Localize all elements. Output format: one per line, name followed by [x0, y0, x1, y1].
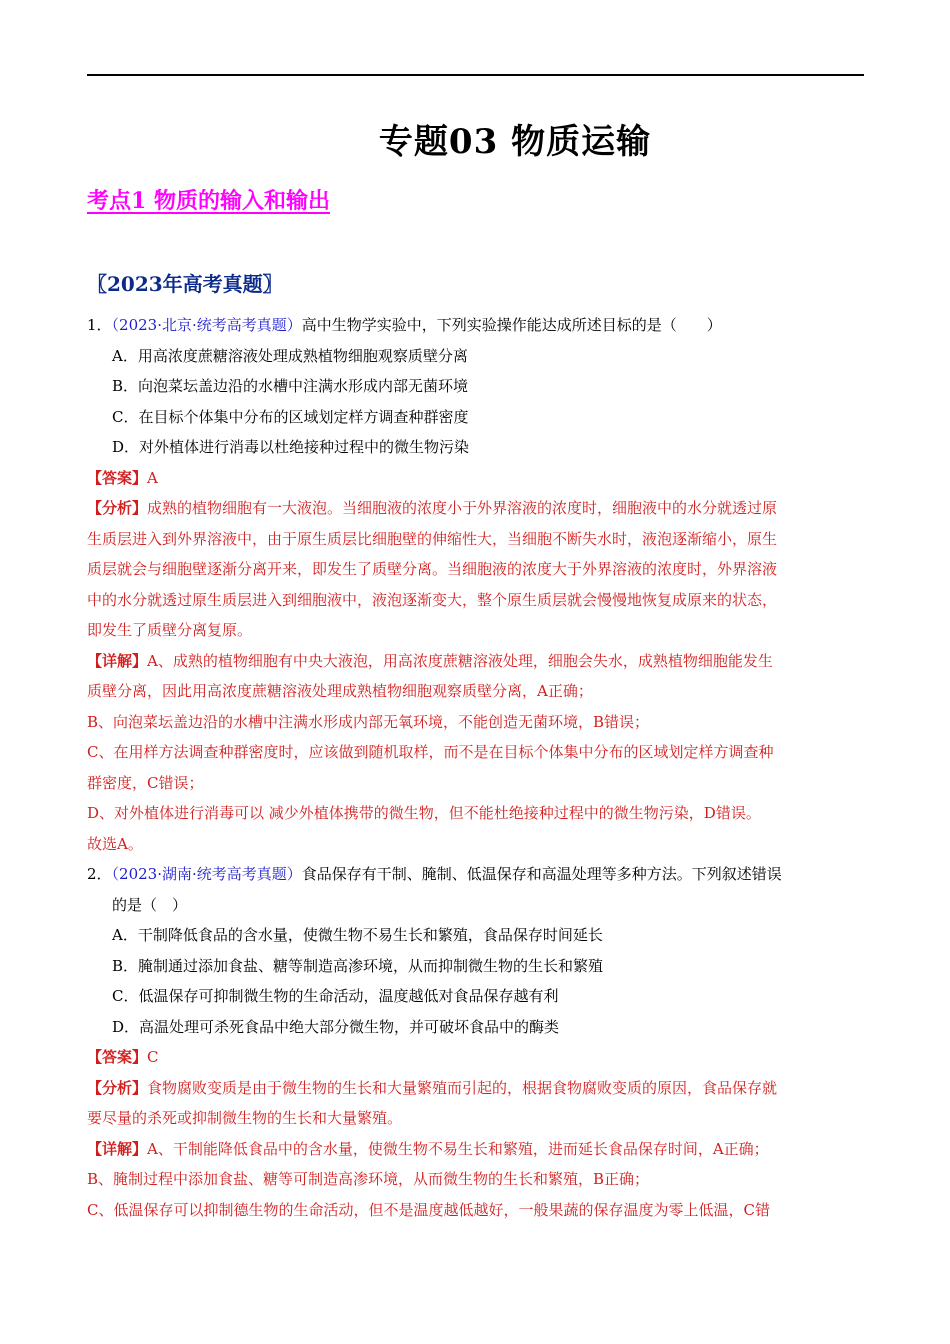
analysis-line: 中的水分就透过原生质层进入到细胞液中，液泡逐渐变大，整个原生质层就会慢慢地恢复成原来的状态， — [87, 590, 778, 609]
detail-line: 故选A。 — [87, 834, 143, 853]
analysis-text: 食物腐败变质是由于微生物的生长和大量繁殖而引起的，根据食物腐败变质的原因，食品保存就 — [147, 1078, 778, 1097]
answer-tag: 【答案】 — [87, 468, 148, 487]
analysis-line: 要尽量的杀死或抑制微生物的生长和大量繁殖。 — [87, 1109, 403, 1127]
analysis-line — [87, 493, 863, 524]
answer-value: C — [147, 1048, 159, 1066]
page-title: 专题03 物质运输 — [378, 122, 652, 162]
detail-tag: 【详解】 — [87, 651, 148, 670]
question-option: C．低温保存可抑制微生物的生命活动，温度越低对食品保存越有利 — [112, 987, 559, 1005]
detail-line: D、对外植体进行消毒可以 减少外植体携带的微生物，但不能杜绝接种过程中的微生物污染，D错误。 — [87, 804, 761, 822]
question-option: C．在目标个体集中分布的区域划定样方调查种群密度 — [112, 407, 469, 426]
question-option: D．高温处理可杀死食品中绝大部分微生物，并可破坏食品中的酶类 — [112, 1017, 560, 1036]
question-number: 1． — [87, 316, 112, 334]
answer-line — [87, 1042, 863, 1073]
detail-line: C、低温保存可以抑制德生物的生命活动，但不是温度越低越好，一般果蔬的保存温度为零上低温，C错 — [87, 1200, 770, 1219]
question-source: （2023·北京·统考高考真题） — [111, 316, 302, 334]
header-rule — [87, 74, 864, 76]
question-option: B．向泡菜坛盖边沿的水槽中注满水形成内部无菌环境 — [112, 377, 469, 395]
detail-tag: 【详解】 — [87, 1139, 148, 1158]
detail-text: A、成熟的植物细胞有中央大液泡，用高浓度蔗糖溶液处理，细胞会失水，成熟植物细胞能发生 — [147, 651, 773, 670]
question-option: B．腌制通过添加食盐、糖等制造高渗环境，从而抑制微生物的生长和繁殖 — [112, 956, 604, 975]
question-option: D．对外植体进行消毒以杜绝接种过程中的微生物污染 — [112, 438, 470, 456]
question-source: （2023·湖南·统考高考真题） — [111, 865, 302, 883]
analysis-line: 即发生了质壁分离复原。 — [87, 621, 253, 639]
question-text: 食品保存有干制、腌制、低温保存和高温处理等多种方法。下列叙述错误 — [301, 865, 782, 883]
section-heading: 考点1 物质的输入和输出 — [87, 188, 330, 214]
question-option: A．用高浓度蔗糖溶液处理成熟植物细胞观察质壁分离 — [112, 346, 468, 365]
question-text-continued: 的是（ ） — [112, 895, 188, 914]
question-option: A．干制降低食品的含水量，使微生物不易生长和繁殖，食品保存时间延长 — [112, 926, 603, 944]
detail-line — [87, 1134, 863, 1165]
analysis-line: 生质层进入到外界溶液中，由于原生质层比细胞壁的伸缩性大，当细胞不断失水时，液泡逐渐缩小，原生 — [87, 529, 778, 548]
question-text: 高中生物学实验中，下列实验操作能达成所述目标的是（ ） — [301, 316, 722, 334]
document-body — [87, 310, 863, 1225]
analysis-text: 成熟的植物细胞有一大液泡。当细胞液的浓度小于外界溶液的浓度时，细胞液中的水分就透过原 — [147, 499, 778, 517]
analysis-tag: 【分析】 — [87, 499, 148, 517]
answer-tag: 【答案】 — [87, 1048, 148, 1066]
detail-line: B、向泡菜坛盖边沿的水槽中注满水形成内部无氧环境，不能创造无菌环境，B错误； — [87, 712, 650, 731]
detail-line — [87, 646, 863, 677]
detail-line: 群密度，C错误； — [87, 773, 204, 792]
answer-line — [87, 463, 863, 494]
detail-line: 质壁分离，因此用高浓度蔗糖溶液处理成熟植物细胞观察质壁分离，A正确； — [87, 682, 593, 700]
question-1-stem — [87, 310, 863, 341]
answer-value: A — [147, 468, 158, 487]
detail-line: C、在用样方法调查种群密度时，应该做到随机取样，而不是在目标个体集中分布的区域划定样方调查种 — [87, 743, 774, 761]
question-2-stem — [87, 859, 863, 890]
analysis-line — [87, 1073, 863, 1104]
analysis-tag: 【分析】 — [87, 1078, 148, 1097]
detail-line: B、腌制过程中添加食盐、糖等可制造高渗环境，从而微生物的生长和繁殖，B正确； — [87, 1170, 650, 1188]
detail-text: A、干制能降低食品中的含水量，使微生物不易生长和繁殖，进而延长食品保存时间，A正确； — [147, 1139, 769, 1158]
question-number: 2． — [87, 865, 112, 883]
analysis-line: 质层就会与细胞壁逐渐分离开来，即发生了质壁分离。当细胞液的浓度大于外界溶液的浓度时，外界溶液 — [87, 560, 778, 578]
subsection-heading: 〖2023年高考真题〗 — [87, 272, 283, 296]
